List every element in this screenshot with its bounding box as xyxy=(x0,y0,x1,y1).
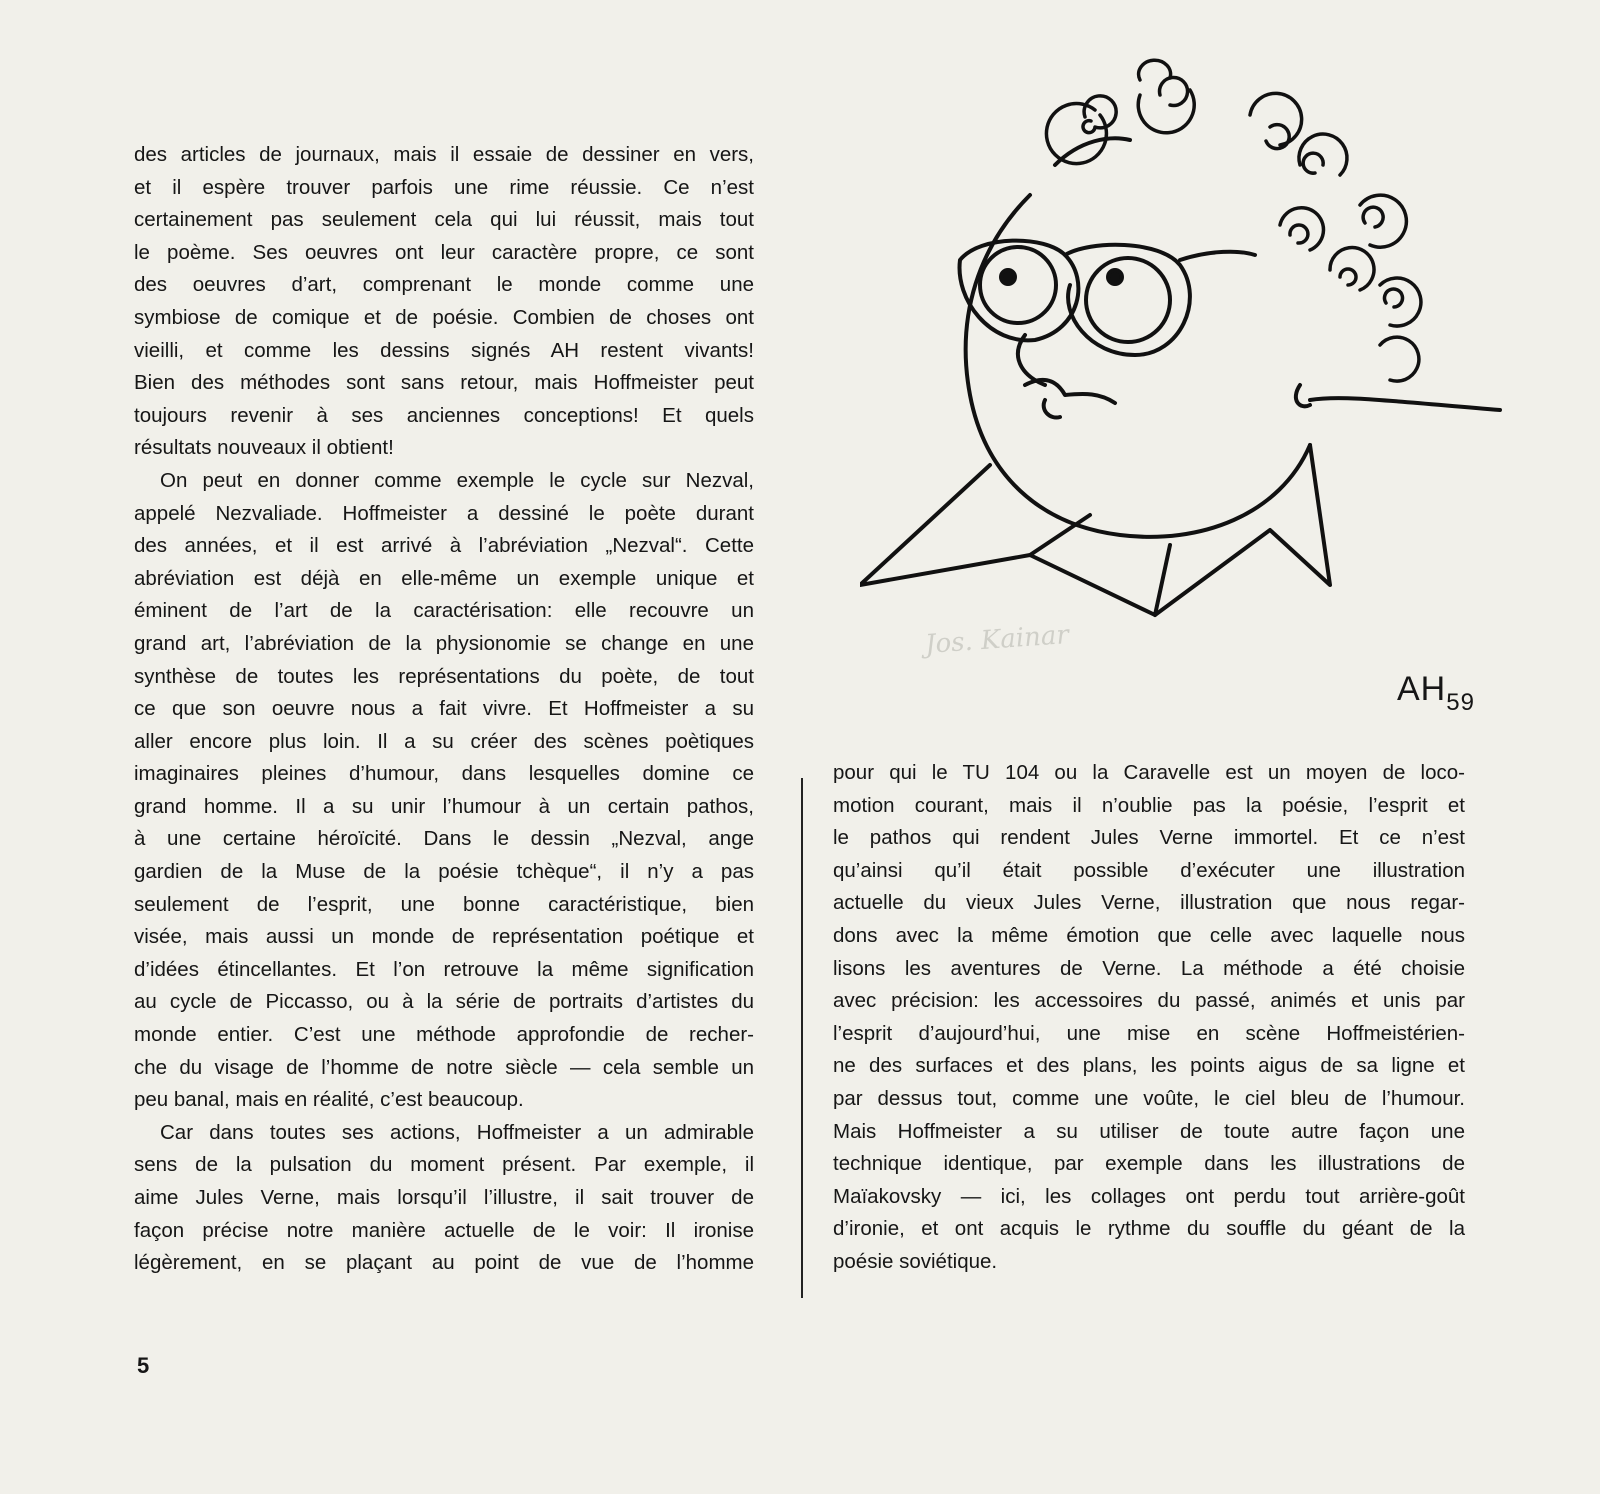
column-divider xyxy=(801,778,803,1298)
artist-signature xyxy=(1397,670,1475,717)
text-line: le pathos qui rendent Jules Verne immortel. Et ce n’est xyxy=(833,826,1465,850)
text-line: par dessus tout, comme une voûte, le ciel bleu de l’humour. xyxy=(833,1086,1465,1110)
text-line: le poème. Ses oeuvres ont leur caractère propre, ce sont xyxy=(134,240,754,264)
text-line: appelé Nezvaliade. Hoffmeister a dessiné le poète durant xyxy=(134,501,754,525)
text-line: actuelle du vieux Jules Verne, illustration que nous regar- xyxy=(833,891,1465,915)
text-line: façon précise notre manière actuelle de le voir: Il ironise xyxy=(134,1218,754,1242)
text-line: Bien des méthodes sont sans retour, mais Hoffmeister peut xyxy=(134,371,754,395)
text-line: avec précision: les accessoires du passé, animés et unis par xyxy=(833,989,1465,1013)
text-line: dons avec la même émotion que celle avec laquelle nous xyxy=(833,923,1465,947)
text-line: visée, mais aussi un monde de représentation poétique et xyxy=(134,925,754,949)
text-line: On peut en donner comme exemple le cycle sur Nezval, xyxy=(160,468,754,492)
text-line: l’esprit d’aujourd’hui, une mise en scène Hoffmeistérien- xyxy=(833,1021,1465,1045)
text-line: résultats nouveaux il obtient! xyxy=(134,436,394,460)
text-line: aime Jules Verne, mais lorsqu’il l’illustre, il sait trouver de xyxy=(134,1186,754,1209)
text-line: che du visage de l’homme de notre siècle — cela semble un xyxy=(134,1055,754,1079)
text-line: peu banal, mais en réalité, c’est beaucoup. xyxy=(134,1088,524,1112)
text-line: au cycle de Piccasso, ou à la série de portraits d’artistes du xyxy=(134,990,754,1014)
text-line: et il espère trouver parfois une rime réussie. Ce n’est xyxy=(134,175,754,199)
text-line: poésie soviétique. xyxy=(833,1249,998,1273)
text-line: ce que son oeuvre nous a fait vivre. Et Hoffmeister a su xyxy=(134,697,754,721)
handwritten-note: Jos. Kainar xyxy=(924,620,1070,660)
text-line: monde entier. C’est une méthode approfondie de recher- xyxy=(134,1023,754,1047)
text-line: Car dans toutes ses actions, Hoffmeister a un admirable xyxy=(160,1120,754,1144)
text-line: des articles de journaux, mais il essaie de dessiner en vers, xyxy=(134,143,754,166)
text-line: d’ironie, et ont acquis le rythme du souffle du géant de la xyxy=(833,1217,1465,1241)
text-line: grand art, l’abréviation de la physionomie se change en une xyxy=(134,631,754,655)
text-line: certainement pas seulement cela qui lui réussit, mais tout xyxy=(134,208,754,232)
text-line: technique identique, par exemple dans les illustrations de xyxy=(833,1152,1465,1176)
text-line: qu’ainsi qu’il était possible d’exécuter une illustration xyxy=(833,858,1465,882)
text-line: toujours revenir à ses anciennes conceptions! Et quels xyxy=(134,403,754,427)
left-text-column xyxy=(134,139,754,1280)
text-line: aller encore plus loin. Il a su créer des scènes poètiques xyxy=(134,729,754,753)
text-line: gardien de la Muse de la poésie tchèque“, il n’y a pas xyxy=(134,860,754,884)
page-number: 5 xyxy=(137,1353,150,1378)
right-text-column xyxy=(833,757,1465,1279)
signature-initials: AH xyxy=(1397,670,1447,708)
text-line: légèrement, en se plaçant au point de vue de l’homme xyxy=(134,1251,754,1275)
text-line: des oeuvres d’art, comprenant le monde comme une xyxy=(134,273,754,297)
text-line: Maïakovsky — ici, les collages ont perdu tout arrière-goût xyxy=(833,1184,1465,1208)
text-line: ne des surfaces et des plans, les points aigus de sa ligne et xyxy=(833,1054,1465,1078)
text-line: à une certaine héroïcité. Dans le dessin „Nezval, ange xyxy=(134,827,754,851)
text-line: seulement de l’esprit, une bonne caractéristique, bien xyxy=(134,892,754,916)
signature-year: 59 xyxy=(1446,689,1475,716)
text-line: vieilli, et comme les dessins signés AH restent vivants! xyxy=(134,338,754,362)
text-line: imaginaires pleines d’humour, dans lesquelles domine ce xyxy=(134,762,754,786)
text-line: Mais Hoffmeister a su utiliser de toute autre façon une xyxy=(833,1119,1465,1143)
text-line: sens de la pulsation du moment présent. Par exemple, il xyxy=(134,1153,754,1177)
text-line: d’idées étincellantes. Et l’on retrouve la même signification xyxy=(134,957,754,981)
text-line: des années, et il est arrivé à l’abréviation „Nezval“. Cette xyxy=(134,534,754,558)
text-line: symbiose de comique et de poésie. Combien de choses ont xyxy=(134,305,754,329)
text-line: abréviation est déjà en elle-même un exemple unique et xyxy=(134,566,754,590)
text-line: grand homme. Il a su unir l’humour à un certain pathos, xyxy=(134,794,754,818)
text-line: éminent de l’art de la caractérisation: elle recouvre un xyxy=(134,599,754,623)
text-line: motion courant, mais il n’oublie pas la poésie, l’esprit et xyxy=(833,793,1465,817)
caricature-drawing xyxy=(860,55,1510,635)
text-line: synthèse de toutes les représentations du poète, de tout xyxy=(134,664,754,688)
text-line: lisons les aventures de Verne. La méthode a été choisie xyxy=(833,956,1465,980)
text-line: pour qui le TU 104 ou la Caravelle est un moyen de loco- xyxy=(833,761,1465,784)
